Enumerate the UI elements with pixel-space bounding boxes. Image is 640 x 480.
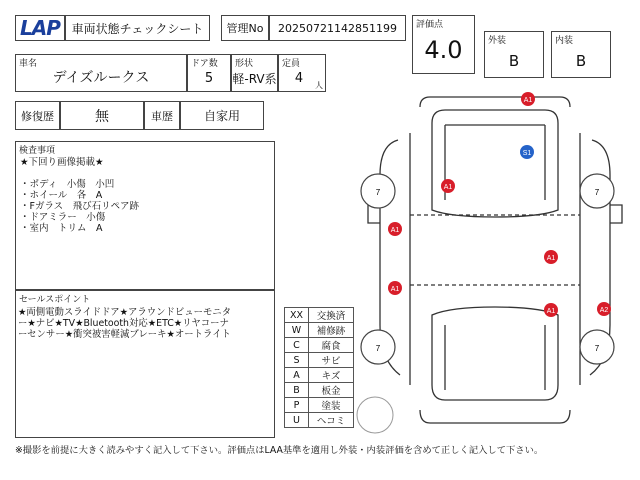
inspection-line: ・ドアミラー 小傷 bbox=[20, 212, 106, 223]
sheet-title: 車両状態チェックシート bbox=[71, 21, 204, 36]
legend-meaning: 腐食 bbox=[309, 338, 354, 353]
repair-value-box bbox=[60, 101, 144, 130]
damage-marker-slide-door-right bbox=[544, 250, 558, 264]
sales-points-lines bbox=[18, 307, 231, 340]
repair-label-box bbox=[15, 101, 60, 130]
sheet-title-box bbox=[65, 15, 210, 41]
vehicle-name-box bbox=[15, 54, 187, 92]
inspection-line: ・室内 トリム A bbox=[20, 223, 103, 234]
capacity-label: 定員 bbox=[282, 59, 301, 69]
inspection-line: ・ホイール 各 A bbox=[20, 190, 103, 201]
car-outline bbox=[368, 97, 622, 423]
legend-meaning: 塗装 bbox=[309, 398, 354, 413]
legend-code: A bbox=[285, 368, 309, 383]
legend-code: W bbox=[285, 323, 309, 338]
legend-row bbox=[285, 338, 354, 353]
legend-meaning: ヘコミ bbox=[309, 413, 354, 428]
exterior-rating-label: 外装 bbox=[488, 36, 507, 46]
usage-value: 自家用 bbox=[203, 109, 240, 123]
usage-value-box bbox=[180, 101, 264, 130]
control-no-box bbox=[269, 15, 406, 41]
legend-meaning: 板金 bbox=[309, 383, 354, 398]
sales-line: ーセンサー★衝突被害軽減ブレーキ★オートライト bbox=[18, 329, 231, 340]
damage-legend bbox=[284, 307, 354, 428]
doors-box bbox=[187, 54, 231, 92]
legend-code: S bbox=[285, 353, 309, 368]
marker-label: A1 bbox=[546, 308, 556, 315]
inspection-line: ★下回り画像掲載★ bbox=[20, 157, 104, 168]
marker-label: A1 bbox=[523, 97, 533, 104]
control-no-label-box bbox=[221, 15, 269, 41]
damage-marker-front-door-left bbox=[388, 281, 402, 295]
legend-code: U bbox=[285, 413, 309, 428]
capacity-unit: 人 bbox=[315, 81, 323, 90]
control-no-label: 管理No bbox=[226, 22, 264, 35]
damage-marker-rear-bumper bbox=[521, 92, 535, 106]
legend-meaning: 交換済 bbox=[309, 308, 354, 323]
usage-label-box bbox=[144, 101, 180, 130]
interior-rating-box bbox=[551, 31, 611, 78]
overall-rating-box bbox=[412, 15, 475, 74]
marker-label: S1 bbox=[522, 150, 532, 157]
overall-rating: 4.0 bbox=[424, 36, 463, 64]
legend-row bbox=[285, 398, 354, 413]
damage-marker-roof bbox=[520, 145, 534, 159]
damage-marker-rear-side-left bbox=[388, 222, 402, 236]
control-no: 20250721142851199 bbox=[278, 21, 397, 35]
marker-label: A1 bbox=[546, 255, 556, 262]
sales-points-label: セールスポイント bbox=[19, 295, 91, 305]
exterior-rating: B bbox=[508, 52, 520, 70]
wheel-label: 7 bbox=[594, 188, 600, 197]
marker-label: A1 bbox=[390, 286, 400, 293]
inspection-line: ・ボディ 小傷 小凹 bbox=[20, 179, 115, 190]
exterior-rating-box bbox=[484, 31, 544, 78]
spare-tire bbox=[357, 397, 393, 433]
wheel-label: 7 bbox=[594, 344, 600, 353]
legend-row bbox=[285, 413, 354, 428]
wheel-rl bbox=[361, 174, 395, 208]
legend-code: B bbox=[285, 383, 309, 398]
logo-box bbox=[15, 15, 65, 41]
damage-marker-front-door-right bbox=[544, 303, 558, 317]
capacity-box bbox=[278, 54, 326, 92]
sales-line: ★両側電動スライドドア★アラウンドビューモニタ bbox=[18, 307, 232, 318]
interior-rating: B bbox=[575, 52, 587, 70]
damage-legend-table bbox=[284, 307, 354, 428]
inspection-line: ・Fガラス 飛び石リペア跡 bbox=[20, 201, 139, 212]
legend-meaning: 補修跡 bbox=[309, 323, 354, 338]
legend-row bbox=[285, 353, 354, 368]
legend-meaning: サビ bbox=[309, 353, 354, 368]
wheel-rr bbox=[580, 174, 614, 208]
doors-value: 5 bbox=[204, 70, 214, 86]
damage-marker-rear-quarter-left bbox=[441, 179, 455, 193]
wheel-label: 7 bbox=[375, 344, 381, 353]
shape-box bbox=[231, 54, 278, 92]
inspection-lines bbox=[20, 157, 139, 234]
legend-row bbox=[285, 383, 354, 398]
repair-label: 修復歴 bbox=[21, 109, 54, 123]
wheel-label: 7 bbox=[375, 188, 381, 197]
legend-row bbox=[285, 368, 354, 383]
footer-note: ※撮影を前提に大きく読みやすく記入して下さい。評価点はLAA基準を適用し外装・内装評価を含めて正しく記入して下さい。 bbox=[15, 445, 544, 456]
car-damage-diagram bbox=[350, 85, 635, 440]
wheel-fl bbox=[361, 330, 395, 364]
sales-line: ー★ナビ★TV★Bluetooth対応★ETC★リヤコーナ bbox=[18, 318, 229, 329]
legend-code: C bbox=[285, 338, 309, 353]
overall-rating-label: 評価点 bbox=[416, 20, 444, 30]
doors-label: ドア数 bbox=[191, 59, 218, 69]
legend-meaning: キズ bbox=[309, 368, 354, 383]
legend-row bbox=[285, 308, 354, 323]
legend-code: P bbox=[285, 398, 309, 413]
repair-value: 無 bbox=[95, 108, 109, 125]
marker-label: A1 bbox=[390, 227, 400, 234]
sales-points-box bbox=[15, 290, 275, 438]
usage-label: 車歴 bbox=[151, 109, 173, 123]
legend-row bbox=[285, 323, 354, 338]
wheel-fr bbox=[580, 330, 614, 364]
damage-marker-front-fender-right bbox=[597, 302, 611, 316]
vehicle-name-label: 車名 bbox=[19, 59, 38, 69]
shape-value: 軽-RV系 bbox=[232, 71, 277, 86]
inspection-label: 検査事項 bbox=[19, 146, 56, 156]
legend-code: XX bbox=[285, 308, 309, 323]
shape-label: 形状 bbox=[235, 59, 254, 69]
capacity-value: 4 bbox=[294, 70, 304, 86]
marker-label: A2 bbox=[599, 307, 609, 314]
inspection-box bbox=[15, 141, 275, 290]
marker-label: A1 bbox=[443, 184, 453, 191]
inspection-line bbox=[20, 168, 139, 179]
lap-logo: LAP bbox=[20, 16, 60, 40]
vehicle-name: デイズルークス bbox=[52, 70, 150, 86]
interior-rating-label: 内装 bbox=[555, 36, 574, 46]
